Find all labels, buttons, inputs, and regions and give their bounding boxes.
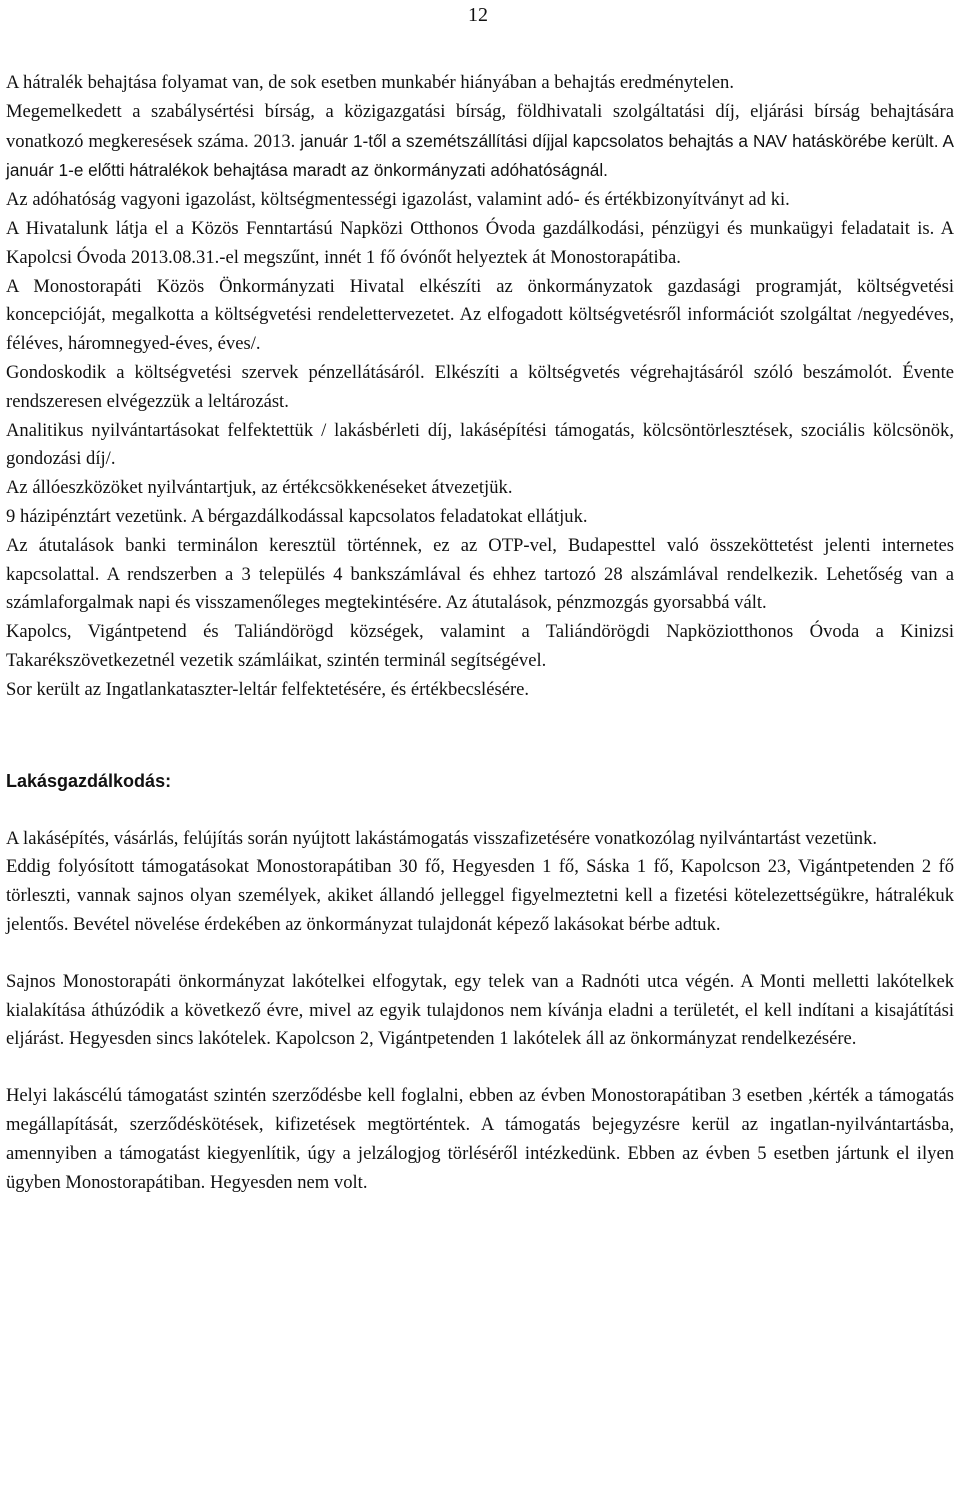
paragraph-birsag-group <box>6 98 954 186</box>
section-spacer <box>6 705 954 767</box>
paragraph-helyi-tamogatas: Helyi lakáscélú támogatást szintén szerződésbe kell foglalni, ebben az évben Monostorapátiban 3 esetben ,kérték a támogatás megállapítását, szerződéskötések, kifizetések megtörténtek. A támogatás bejegyzésre kerül az ingatlan-nyilvántartásba, amennyiben a támogatást kiegyenlítik, úgy a jelzálogjog törléséről intézkedünk. Ebben az évben 5 esetben jártunk el ilyen ügyben Monostorapátiban. Hegyesden nem volt. <box>6 1085 954 1193</box>
paragraph-folyositott: Eddig folyósított támogatásokat Monostorapátiban 30 fő, Hegyesden 1 fő, Sáska 1 fő, Kapolcson 23, Vigántpetenden 2 fő törleszti, vannak sajnos olyan személyek, akiket állandó jelleggel figyelmeztetni kell a fizetési kötelezettségükre, hátralékuk jelentős. Bevétel növelése érdekében az önkormányzat tulajdonát képező lakásokat bérbe adtuk. <box>6 856 954 935</box>
paragraph-lakotelkek: Sajnos Monostorapáti önkormányzat lakótelkei elfogytak, egy telek van a Radnóti utca végén. A Monti melletti lakótelkek kialakítása áthúzódik a következő évre, mivel az egyik tulajdonos nem kívánja eladni a területét, el kell indítani a kisajátítási eljárást. Hegyesden sincs lakótelek. Kapolcson 2, Vigántpetenden 1 lakótelek áll az önkormányzat rendelkezésére. <box>6 970 954 1050</box>
heading-spacer <box>6 795 954 825</box>
paragraph-behajtas: A hátralék behajtása folyamat van, de sok esetben munkabér hiányában a behajtás eredménytelen. <box>6 72 734 93</box>
paragraph-koltsegvetes: A Monostorapáti Közös Önkormányzati Hivatal elkészíti az önkormányzatok gazdasági programját, költségvetési koncepcióját, megalkotta a költségvetési rendelettervezetet. Az elfogadott költségvetésről információt szolgáltat /negyedéves, féléves, háromnegyed-éves, éves/. <box>6 275 954 355</box>
paragraph-lakastamogatas: A lakásépítés, vásárlás, felújítás során nyújtott lakástámogatás visszafizetésére vonatkozólag nyilvántartást vezetünk. <box>6 827 878 849</box>
section-heading-lakasgazdalkodas: Lakásgazdálkodás: <box>6 770 172 791</box>
paragraph-adohatosag: Az adóhatóság vagyoni igazolást, költségmentességi igazolást, valamint adó- és értékbizonyítványt ad ki. <box>6 189 790 211</box>
paragraph-ingatlankataszter: Sor került az Ingatlankataszter-leltár felfektetésére, és értékbecslésére. <box>6 678 530 700</box>
paragraph-alloeszkoz: Az állóeszközöket nyilvántartjuk, az értékcsökkenéseket átvezetjük. <box>6 477 513 499</box>
paragraph-penzellatas: Gondoskodik a költségvetési szervek pénzellátásáról. Elkészíti a költségvetés végrehajtásáról szóló beszámolót. Évente rendszeresen elvégezzük a leltározást. <box>6 361 954 412</box>
paragraph-szemetszallitas: január 1-től a szemétszállítási díjjal kapcsolatos behajtás a NAV hatáskörébe került. A január 1-e előtti hátralékok behajtása maradt az önkormányzati adóhatóságnál. <box>6 130 954 181</box>
paragraph-spacer <box>6 940 954 968</box>
paragraph-kinizsi: Kapolcs, Vigántpetend és Taliándörögd községek, valamint a Taliándörögdi Napköziotthonos Óvoda a Kinizsi Takarékszövetkezetnél vezetik számláikat, szintén terminál segítségével. <box>6 621 954 671</box>
paragraph-birsag: Megemelkedett a szabálysértési bírság, a közigazgatási bírság, földhivatali szolgáltatási díj, eljárási bírság behajtására vonatkozó megkeresések száma. 2013. <box>6 100 954 152</box>
document-body <box>6 69 954 1197</box>
paragraph-hazipenztar: 9 házipénztárt vezetünk. A bérgazdálkodással kapcsolatos feladatokat ellátjuk. <box>6 505 588 527</box>
paragraph-atutalasok: Az átutalások banki terminálon keresztül történnek, ez az OTP-vel, Budapesttel való összeköttetést jelenti internetes kapcsolattal. A rendszerben a 3 település 4 bankszámlával és ehhez tartozó 28 alszámlával rendelkezik. Lehetőség van a számlaforgalmak napi és visszamenőleges megtekintésére. Az átutalások, pénzmozgás gyorsabbá vált. <box>6 534 954 614</box>
paragraph-spacer <box>6 1054 954 1082</box>
paragraph-analitikus: Analitikus nyilvántartásokat felfektettük / lakásbérleti díj, lakásépítési támogatás, kölcsöntörlesztések, szociális kölcsönök, gondozási díj/. <box>6 419 954 470</box>
paragraph-ovoda: A Hivatalunk látja el a Közös Fenntartású Napközi Otthonos Óvoda gazdálkodási, pénzügyi és munkaügyi feladatait is. A Kapolcsi Óvoda 2013.08.31.-el megszűnt, innét 1 fő óvónőt helyeztek át Monostorapátiba. <box>6 217 954 268</box>
page-number: 12 <box>468 4 488 26</box>
